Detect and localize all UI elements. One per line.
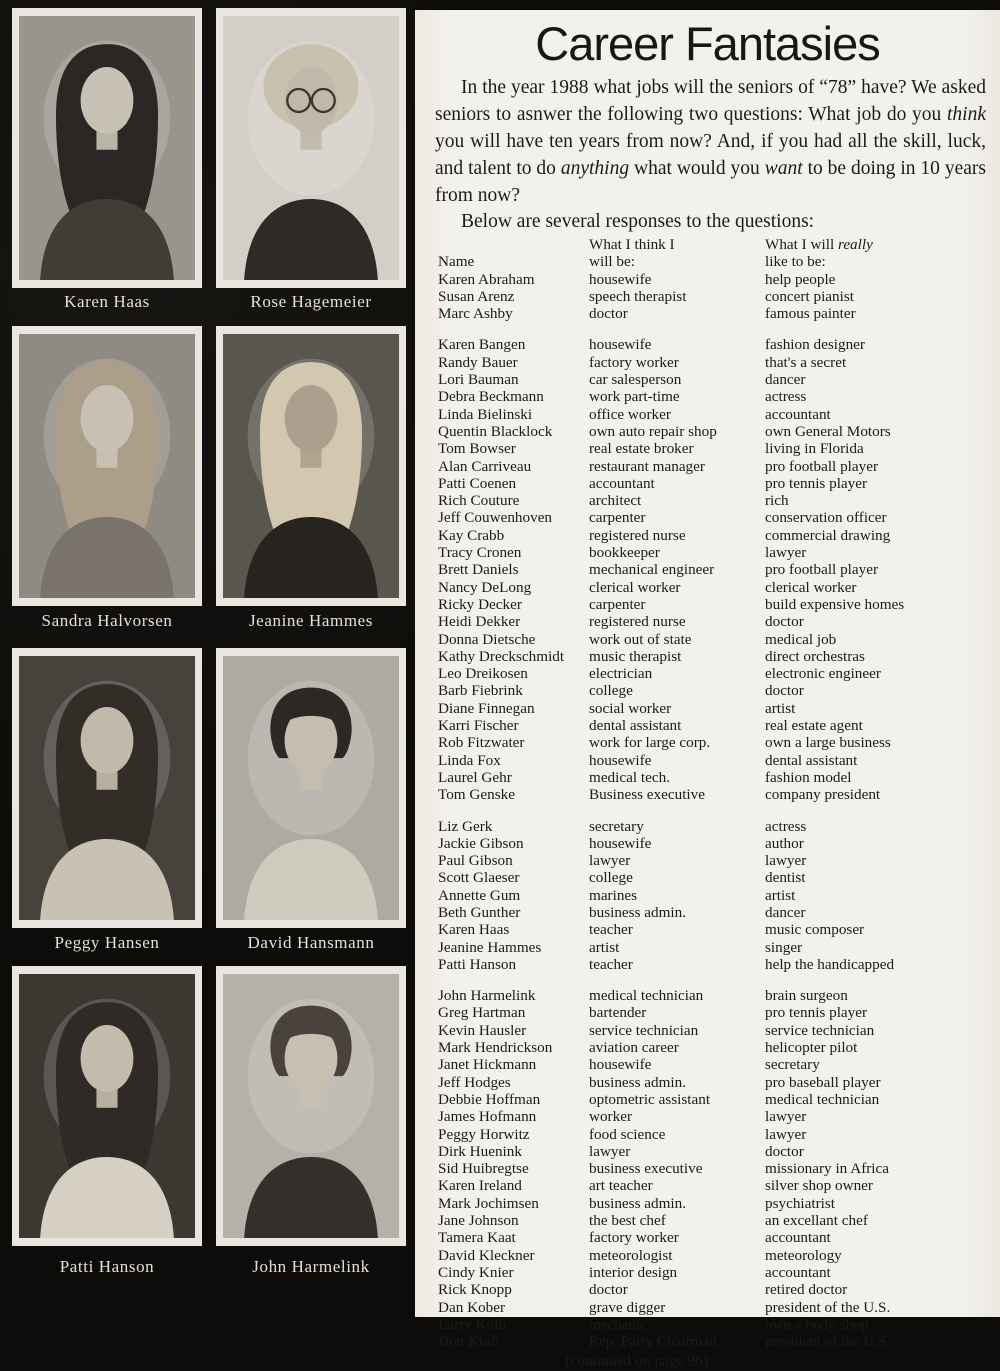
table-row — [438, 818, 992, 835]
table-row — [438, 939, 992, 956]
really-response: artist — [765, 699, 796, 717]
really-response: artist — [765, 886, 796, 904]
think-response: art teacher — [589, 1177, 653, 1195]
student-name: Kathy Dreckschmidt — [438, 647, 565, 665]
table-row — [438, 596, 992, 613]
think-response: secretary — [589, 817, 644, 835]
really-response: concert pianist — [765, 287, 854, 305]
student-name: Janet Hickmann — [438, 1056, 537, 1074]
think-response: factory worker — [589, 1229, 679, 1247]
student-name: Dan Kober — [438, 1298, 506, 1316]
table-row — [438, 1247, 992, 1264]
think-response: factory worker — [589, 353, 679, 371]
think-response: registered nurse — [589, 526, 686, 544]
really-response: lawyer — [765, 852, 807, 870]
student-name: Laurel Gehr — [438, 768, 512, 786]
continued-note: (continued on page 96) — [565, 1353, 709, 1371]
table-row — [438, 305, 992, 322]
table-row — [438, 271, 992, 288]
think-response: work for large corp. — [589, 734, 711, 752]
student-name: Lori Bauman — [438, 371, 519, 389]
think-response: housewife — [589, 270, 652, 288]
portrait-photo — [12, 648, 202, 928]
student-name: Marc Ashby — [438, 305, 513, 323]
think-response: mechanical engineer — [589, 561, 715, 579]
really-response: clerical worker — [765, 578, 857, 596]
table-header — [438, 236, 992, 271]
student-name: Leo Dreikosen — [438, 665, 528, 683]
really-response: meteorology — [765, 1246, 842, 1264]
student-name: Sid Huibregtse — [438, 1160, 529, 1178]
think-response: business admin. — [589, 1194, 687, 1212]
really-response: living in Florida — [765, 440, 864, 458]
student-name: Tracy Cronen — [438, 544, 522, 562]
portrait-photo — [216, 8, 406, 288]
think-response: Business executive — [589, 786, 705, 804]
table-row — [438, 835, 992, 852]
really-response: accountant — [765, 405, 831, 423]
student-name: Barb Fiebrink — [438, 682, 523, 700]
table-row — [438, 682, 992, 699]
think-response: work part-time — [589, 388, 680, 406]
intro-paragraph: In the year 1988 what jobs will the seniors of “78” have? We asked seniors to asnwer the following two questions: What job do you think you will have ten years from now? And, if you had all the skill, luck, and talent to do anything what would you want to be doing in 10 years from now? — [435, 77, 986, 206]
really-response: author — [765, 834, 804, 852]
table-row — [438, 475, 992, 492]
think-response: bartender — [589, 1004, 647, 1022]
really-response: medical technician — [765, 1090, 880, 1108]
student-name: Randy Bauer — [438, 353, 518, 371]
table-row — [438, 1039, 992, 1056]
student-name: Jeanine Hammes — [438, 938, 542, 956]
student-name: Mark Jochimsen — [438, 1194, 539, 1212]
student-name: Dirk Huenink — [438, 1142, 522, 1160]
responses-table — [438, 236, 992, 1350]
really-response: direct orchestras — [765, 647, 865, 665]
really-response: rich — [765, 492, 789, 510]
below-line: Below are several responses to the questions: — [461, 211, 815, 232]
table-row — [438, 1212, 992, 1229]
student-name: Rick Knopp — [438, 1281, 512, 1299]
really-response: dental assistant — [765, 751, 858, 769]
table-row — [438, 458, 992, 475]
student-name: Diane Finnegan — [438, 699, 535, 717]
student-name: Alan Carriveau — [438, 457, 532, 475]
really-response: president of the U.S. — [765, 1298, 891, 1316]
table-row — [438, 288, 992, 305]
really-response: famous painter — [765, 305, 856, 323]
table-row — [438, 904, 992, 921]
table-row — [438, 1091, 992, 1108]
think-response: housewife — [589, 751, 652, 769]
table-row — [438, 1074, 992, 1091]
table-body — [438, 271, 992, 1351]
student-name: Karen Abraham — [438, 270, 535, 288]
really-response: fashion designer — [765, 336, 865, 354]
table-row — [438, 956, 992, 973]
table-row — [438, 440, 992, 457]
student-name: David Kleckner — [438, 1246, 535, 1264]
photo-panel — [0, 0, 415, 1324]
student-name: Jeff Couwenhoven — [438, 509, 553, 527]
table-row — [438, 1229, 992, 1246]
table-row — [438, 869, 992, 886]
student-name: Karen Bangen — [438, 336, 526, 354]
really-response: own a body shop — [765, 1315, 869, 1333]
header-really-line1: What I will really — [765, 236, 873, 253]
student-name: Linda Fox — [438, 751, 501, 769]
table-row — [438, 1004, 992, 1021]
really-response: service technician — [765, 1021, 875, 1039]
think-response: housewife — [589, 1056, 652, 1074]
portrait-photo — [216, 326, 406, 606]
student-name: Tom Bowser — [438, 440, 516, 458]
portrait-photo — [12, 326, 202, 606]
student-name: Jeff Hodges — [438, 1073, 511, 1091]
think-response: doctor — [589, 1281, 628, 1299]
really-response: doctor — [765, 613, 804, 631]
table-row — [438, 1333, 992, 1350]
think-response: business admin. — [589, 1073, 687, 1091]
table-row — [438, 423, 992, 440]
header-name: Name — [438, 253, 475, 271]
photo-caption: Jeanine Hammes — [248, 611, 374, 630]
table-row — [438, 700, 992, 717]
portrait-photo — [12, 8, 202, 288]
really-response: real estate agent — [765, 717, 863, 735]
table-row — [438, 1299, 992, 1316]
really-response: fashion model — [765, 768, 852, 786]
think-response: housewife — [589, 336, 652, 354]
think-response: mechanic — [589, 1315, 648, 1333]
think-response: business admin. — [589, 903, 687, 921]
student-name: Patti Hanson — [438, 955, 517, 973]
table-row — [438, 665, 992, 682]
think-response: aviation career — [589, 1039, 679, 1057]
think-response: college — [589, 869, 633, 887]
really-response: helicopter pilot — [765, 1039, 858, 1057]
student-name: John Harmelink — [438, 987, 536, 1005]
student-name: Mark Hendrickson — [438, 1039, 553, 1057]
really-response: silver shop owner — [765, 1177, 873, 1195]
table-row — [438, 921, 992, 938]
think-response: teacher — [589, 955, 633, 973]
student-name: Quentin Blacklock — [438, 422, 553, 440]
really-response: company president — [765, 786, 881, 804]
think-response: medical technician — [589, 987, 704, 1005]
really-response: actress — [765, 388, 807, 406]
student-name: Jackie Gibson — [438, 834, 524, 852]
think-response: interior design — [589, 1263, 678, 1281]
think-response: artist — [589, 938, 620, 956]
really-response: dentist — [765, 869, 806, 887]
table-row — [438, 1264, 992, 1281]
student-name: Karri Fischer — [438, 717, 519, 735]
think-response: registered nurse — [589, 613, 686, 631]
think-response: service technician — [589, 1021, 699, 1039]
think-response: restaurant manager — [589, 457, 705, 475]
table-row — [438, 336, 992, 353]
think-response: grave digger — [589, 1298, 666, 1316]
article-panel — [415, 10, 1000, 1371]
student-name: Kay Crabb — [438, 526, 505, 544]
table-row — [438, 1022, 992, 1039]
think-response: work out of state — [589, 630, 692, 648]
really-response: pro tennis player — [765, 474, 868, 492]
think-response: marines — [589, 886, 638, 904]
think-response: doctor — [589, 305, 628, 323]
student-name: Karen Haas — [438, 921, 510, 939]
student-name: Tamera Kaat — [438, 1229, 516, 1247]
student-name: Tom Genske — [438, 786, 515, 804]
table-row — [438, 786, 992, 803]
student-name: Annette Gum — [438, 886, 521, 904]
really-response: retired doctor — [765, 1281, 848, 1299]
really-response: pro baseball player — [765, 1073, 881, 1091]
think-response: carpenter — [589, 509, 646, 527]
table-row — [438, 527, 992, 544]
photo-caption: Karen Haas — [64, 292, 150, 311]
really-response: accountant — [765, 1263, 831, 1281]
student-name: Brett Daniels — [438, 561, 519, 579]
think-response: lawyer — [589, 852, 631, 870]
really-response: build expensive homes — [765, 595, 905, 613]
think-response: social worker — [589, 699, 672, 717]
think-response: carpenter — [589, 595, 646, 613]
portrait-photo — [216, 648, 406, 928]
student-name: Heidi Dekker — [438, 613, 521, 631]
think-response: business executive — [589, 1160, 703, 1178]
photo-caption: John Harmelink — [252, 1257, 370, 1276]
table-row — [438, 1108, 992, 1125]
table-row — [438, 769, 992, 786]
really-response: that's a secret — [765, 353, 847, 371]
table-row — [438, 987, 992, 1004]
really-response: own a large business — [765, 734, 891, 752]
photo-caption: Patti Hanson — [59, 1257, 155, 1276]
table-row — [438, 509, 992, 526]
photo-caption: David Hansmann — [247, 933, 375, 952]
really-response: dancer — [765, 903, 806, 921]
really-response: missionary in Africa — [765, 1160, 890, 1178]
student-name: Beth Gunther — [438, 903, 521, 921]
student-name: Greg Hartman — [438, 1004, 526, 1022]
think-response: real estate broker — [589, 440, 694, 458]
student-name: Ricky Decker — [438, 595, 522, 613]
really-response: own General Motors — [765, 422, 891, 440]
really-response: president of the U.S. — [765, 1333, 891, 1351]
think-response: architect — [589, 492, 642, 510]
student-name: Karen Ireland — [438, 1177, 522, 1195]
table-row — [438, 1281, 992, 1298]
think-response: food science — [589, 1125, 666, 1143]
think-response: worker — [589, 1108, 633, 1126]
student-name: Rich Couture — [438, 492, 520, 510]
think-response: teacher — [589, 921, 633, 939]
think-response: own auto repair shop — [589, 422, 717, 440]
table-row — [438, 1160, 992, 1177]
student-name: Larry Kolb — [438, 1315, 506, 1333]
table-row — [438, 354, 992, 371]
really-response: brain surgeon — [765, 987, 848, 1005]
header-think-line1: What I think I — [589, 236, 675, 253]
student-name: Kevin Hausler — [438, 1021, 527, 1039]
really-response: doctor — [765, 682, 804, 700]
table-row — [438, 631, 992, 648]
really-response: doctor — [765, 1142, 804, 1160]
table-row — [438, 561, 992, 578]
think-response: meteorologist — [589, 1246, 673, 1264]
table-row — [438, 752, 992, 769]
student-name: Cindy Knier — [438, 1263, 514, 1281]
think-response: the best chef — [589, 1212, 666, 1230]
portrait-photo — [12, 966, 202, 1246]
table-row — [438, 1316, 992, 1333]
think-response: medical tech. — [589, 768, 670, 786]
think-response: office worker — [589, 405, 671, 423]
really-response: an excellant chef — [765, 1212, 868, 1230]
table-row — [438, 1126, 992, 1143]
table-row — [438, 492, 992, 509]
student-name: James Hofmann — [438, 1108, 537, 1126]
student-name: Rob Fitzwater — [438, 734, 525, 752]
header-think-line2: will be: — [589, 253, 635, 271]
really-response: dancer — [765, 371, 806, 389]
think-response: car salesperson — [589, 371, 682, 389]
think-response: lawyer — [589, 1142, 631, 1160]
really-response: pro football player — [765, 457, 879, 475]
photo-caption: Peggy Hansen — [54, 933, 160, 952]
table-row — [438, 1195, 992, 1212]
student-name: Patti Coenen — [438, 474, 517, 492]
table-row — [438, 1056, 992, 1073]
think-response: Rep. Party Chairman — [589, 1333, 717, 1351]
portrait-photo — [216, 966, 406, 1246]
really-response: pro tennis player — [765, 1004, 868, 1022]
really-response: help people — [765, 270, 836, 288]
think-response: dental assistant — [589, 717, 682, 735]
page-title: Career Fantasies — [535, 17, 880, 70]
think-response: college — [589, 682, 633, 700]
table-row — [438, 648, 992, 665]
photo-caption: Sandra Halvorsen — [41, 611, 173, 630]
student-name: Scott Glaeser — [438, 869, 520, 887]
student-name: Peggy Horwitz — [438, 1125, 530, 1143]
really-response: pro football player — [765, 561, 879, 579]
think-response: music therapist — [589, 647, 682, 665]
really-response: psychiatrist — [765, 1194, 836, 1212]
think-response: speech therapist — [589, 287, 687, 305]
student-name: Debbie Hoffman — [438, 1090, 541, 1108]
table-row — [438, 1177, 992, 1194]
really-response: help the handicapped — [765, 955, 895, 973]
really-response: lawyer — [765, 1108, 807, 1126]
table-row — [438, 406, 992, 423]
table-row — [438, 371, 992, 388]
really-response: lawyer — [765, 1125, 807, 1143]
really-response: electronic engineer — [765, 665, 881, 683]
table-row — [438, 388, 992, 405]
student-name: Linda Bielinski — [438, 405, 533, 423]
really-response: medical job — [765, 630, 837, 648]
really-response: singer — [765, 938, 803, 956]
think-response: clerical worker — [589, 578, 681, 596]
really-response: music composer — [765, 921, 865, 939]
think-response: housewife — [589, 834, 652, 852]
think-response: accountant — [589, 474, 655, 492]
student-name: Jane Johnson — [438, 1212, 519, 1230]
student-name: Paul Gibson — [438, 852, 513, 870]
really-response: secretary — [765, 1056, 820, 1074]
student-name: Donna Dietsche — [438, 630, 536, 648]
student-name: Liz Gerk — [438, 817, 493, 835]
table-row — [438, 852, 992, 869]
header-really-line2: like to be: — [765, 253, 826, 271]
think-response: optometric assistant — [589, 1090, 711, 1108]
think-response: bookkeeper — [589, 544, 660, 562]
student-name: Susan Arenz — [438, 287, 515, 305]
table-row — [438, 613, 992, 630]
think-response: electrician — [589, 665, 653, 683]
photo-caption: Rose Hagemeier — [250, 292, 372, 311]
table-row — [438, 544, 992, 561]
student-name: Nancy DeLong — [438, 578, 532, 596]
really-response: accountant — [765, 1229, 831, 1247]
table-row — [438, 579, 992, 596]
really-response: lawyer — [765, 544, 807, 562]
table-row — [438, 887, 992, 904]
really-response: commercial drawing — [765, 526, 891, 544]
table-row — [438, 734, 992, 751]
really-response: actress — [765, 817, 807, 835]
table-row — [438, 1143, 992, 1160]
student-name: Don Kraft — [438, 1333, 500, 1351]
really-response: conservation officer — [765, 509, 887, 527]
table-row — [438, 717, 992, 734]
student-name: Debra Beckmann — [438, 388, 544, 406]
